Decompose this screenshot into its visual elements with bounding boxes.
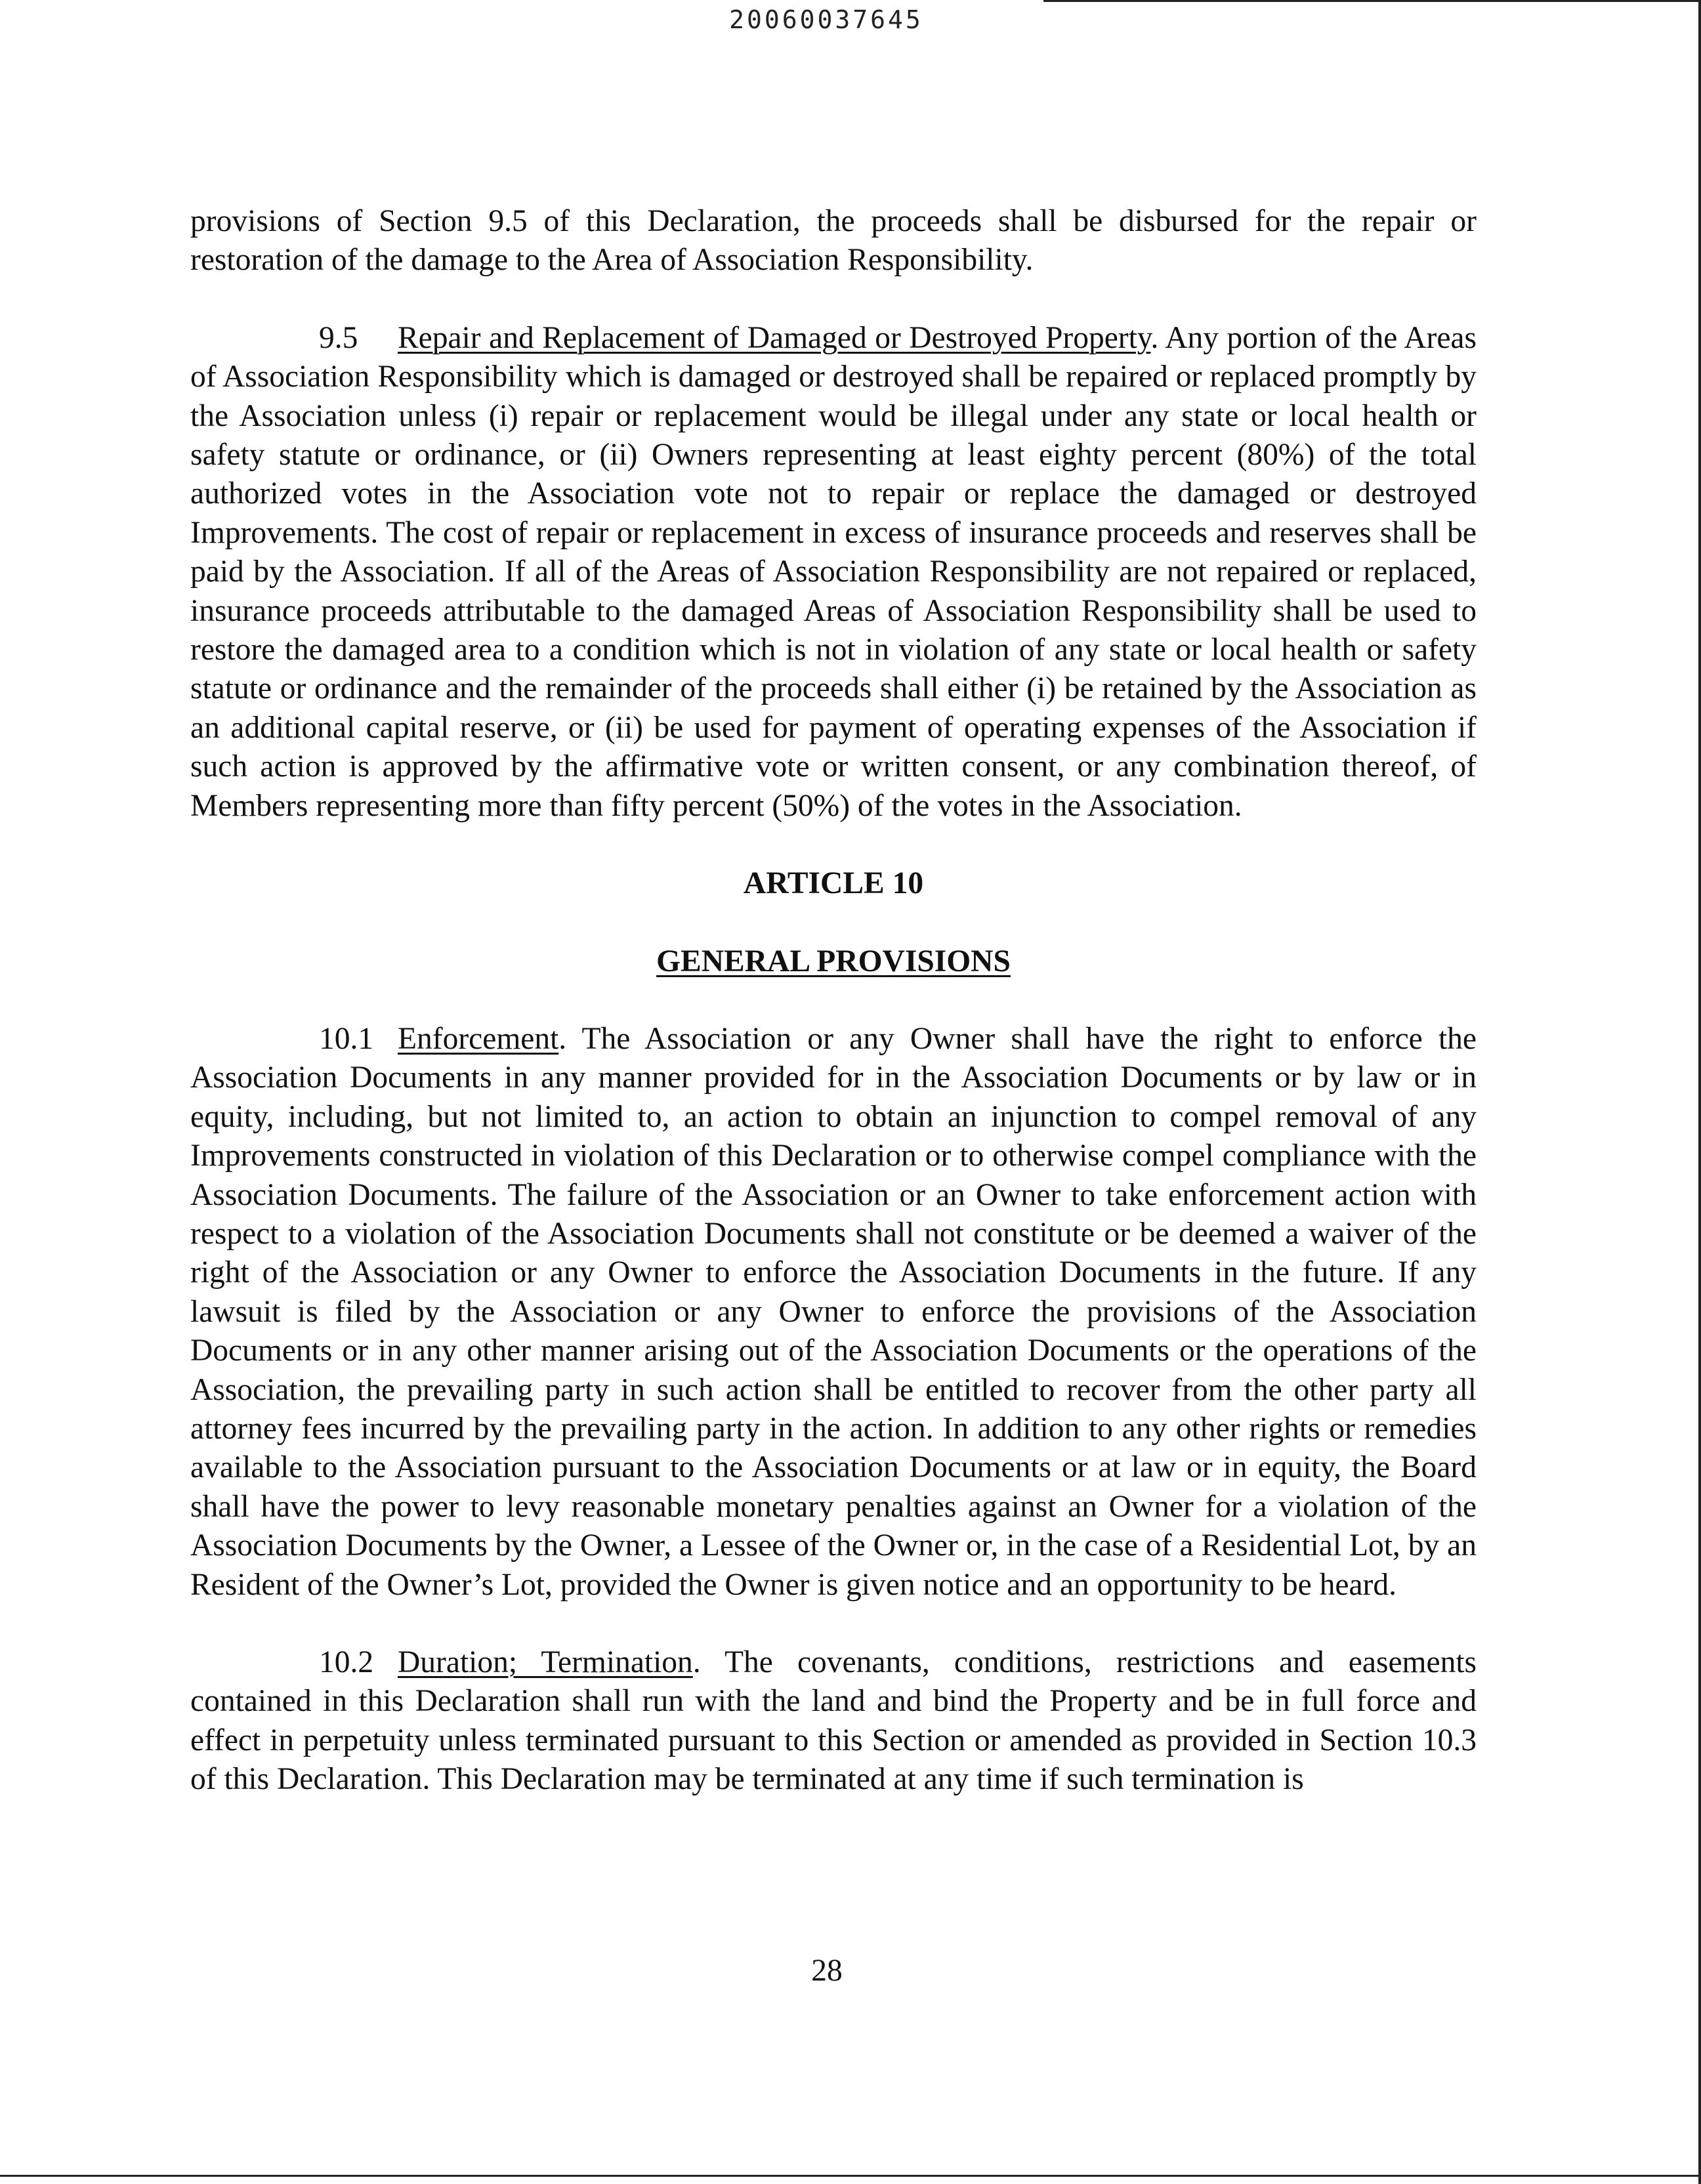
- page-body: [190, 202, 1477, 1799]
- scan-top-rule: [1043, 0, 1701, 2]
- paragraph-gap: [190, 1605, 1477, 1643]
- section-number: 10.1: [319, 1021, 374, 1056]
- article-title: GENERAL PROVISIONS: [656, 944, 1011, 978]
- section-title: Duration; Termination: [398, 1645, 693, 1679]
- section-title: Enforcement: [398, 1021, 559, 1056]
- section-number: 10.2: [319, 1645, 374, 1679]
- section-10-2-paragraph: [190, 1643, 1477, 1799]
- paragraph-gap: [190, 826, 1477, 864]
- recording-number: 20060037645: [729, 5, 923, 34]
- section-text: . Any portion of the Areas of Association Responsibility which is damaged or destroyed shall be repaired or replaced promptly by the Association unless (i) repair or replacement would be illegal under any state or local health or safety statute or ordinance, or (ii) Owners representing at least eighty percent (80%) of the total authorized votes in the Association vote not to repair or replace the damaged or destroyed Improvements. The cost of repair or replacement in excess of insurance proceeds and reserves shall be paid by the Association. If all of the Areas of Association Responsibility are not repaired or replaced, insurance proceeds attributable to the damaged Areas of Association Responsibility shall be used to restore the damaged area to a condition which is not in violation of any state or local health or safety statute or ordinance and the remainder of the proceeds shall either (i) be retained by the Association as an additional capital reserve, or (ii) be used for payment of operating expenses of the Association if such action is approved by the affirmative vote or written consent, or any combination thereof, of Members representing more than fifty percent (50%) of the votes in the Association.: [190, 320, 1477, 823]
- section-number: 9.5: [319, 320, 358, 355]
- article-heading: ARTICLE 10: [743, 866, 924, 901]
- page-number: 28: [811, 1954, 843, 1988]
- scan-bottom-rule: [0, 2175, 1701, 2177]
- section-10-1-paragraph: [190, 1020, 1477, 1605]
- section-9-5-paragraph: [190, 319, 1477, 826]
- intro-paragraph: provisions of Section 9.5 of this Declaration, the proceeds shall be disbursed for the repair or restoration of the damage to the Area of Association Responsibility.: [190, 204, 1477, 278]
- paragraph-gap: [190, 904, 1477, 942]
- paragraph-gap: [190, 280, 1477, 319]
- section-text: . The covenants, conditions, restrictions and easements contained in this Declaration shall run with the land and bind the Property and be in full force and effect in perpetuity unless terminated pursuant to this Section or amended as provided in Section 10.3 of this Declaration. This Declaration may be terminated at any time if such termination is: [190, 1645, 1477, 1797]
- scan-right-edge: [1698, 0, 1701, 2184]
- section-title: Repair and Replacement of Damaged or Destroyed Property: [398, 320, 1151, 355]
- paragraph-gap: [190, 981, 1477, 1020]
- section-text: . The Association or any Owner shall have the right to enforce the Association Documents in any manner provided for in the Association Documents or by law or in equity, including, but not limited to, an action to obtain an injunction to compel removal of any Improvements constructed in violation of this Declaration or to otherwise compel compliance with the Association Documents. The failure of the Association or an Owner to take enforcement action with respect to a violation of the Association Documents shall not constitute or be deemed a waiver of the right of the Association or any Owner to enforce the Association Documents in the future. If any lawsuit is filed by the Association or any Owner to enforce the provisions of the Association Documents or in any other manner arising out of the Association Documents or the operations of the Association, the prevailing party in such action shall be entitled to recover from the other party all attorney fees incurred by the prevailing party in the action. In addition to any other rights or remedies available to the Association pursuant to the Association Documents or at law or in equity, the Board shall have the power to levy reasonable monetary penalties against an Owner for a violation of the Association Documents by the Owner, a Lessee of the Owner or, in the case of a Residential Lot, by an Resident of the Owner’s Lot, provided the Owner is given notice and an opportunity to be heard.: [190, 1021, 1477, 1602]
